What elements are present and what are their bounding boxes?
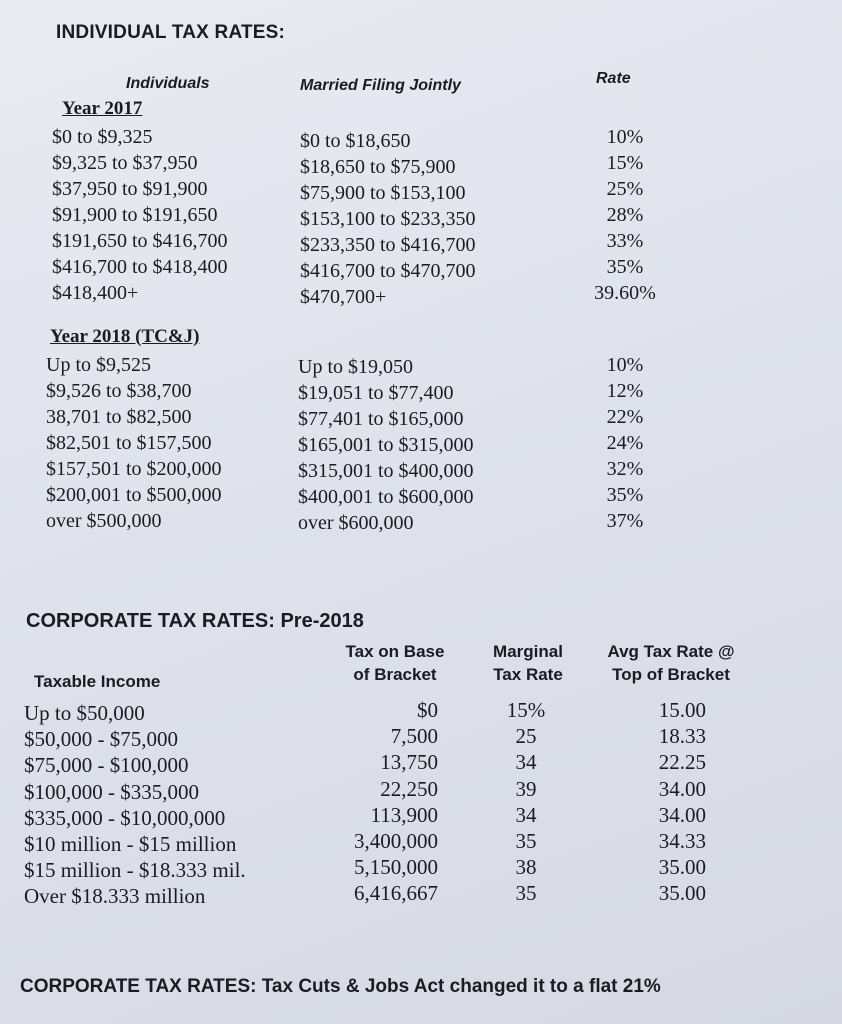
bracket-cell: $0 to $9,325 [52,126,153,148]
table-row-marginal: 35 [515,829,537,854]
header-tax-on-base-line2: of Bracket [353,665,437,684]
table-row-avg: 22.25 [658,750,706,775]
table-row-base: 7,500 [390,724,438,749]
bracket-cell: $9,325 to $37,950 [52,152,198,174]
header-avg-line2: Top of Bracket [612,665,730,684]
bracket-cell: $233,350 to $416,700 [300,234,476,256]
header-rate: Rate [596,70,631,87]
year-2017-married-column [300,128,476,310]
rate-cell: 25% [606,178,644,200]
bracket-cell: $400,001 to $600,000 [298,486,474,508]
rate-cell: 37% [606,510,644,532]
table-row-marginal: 15% [506,698,546,722]
corporate-income-column [24,700,246,910]
bracket-cell: $191,650 to $416,700 [52,230,228,252]
table-row-marginal: 34 [515,750,537,775]
bracket-cell: $0 to $18,650 [300,130,411,152]
bracket-cell: $91,900 to $191,650 [52,204,218,226]
year-2018-individuals-column [46,352,222,534]
bracket-cell: $416,700 to $470,700 [300,260,476,282]
table-row-avg: 35.00 [658,881,706,906]
table-row-income: $75,000 - $100,000 [24,753,189,778]
bracket-cell: $315,001 to $400,000 [298,460,474,482]
year-2017-rate-column [582,124,668,306]
rate-cell: 10% [606,126,644,148]
table-row-marginal: 25 [515,724,537,749]
rate-cell: 35% [606,484,644,506]
bracket-cell: $75,900 to $153,100 [300,182,466,204]
bracket-cell: $165,001 to $315,000 [298,434,474,456]
header-individuals: Individuals [126,75,210,92]
rate-cell: 32% [606,458,644,480]
table-row-base: $0 [417,698,438,722]
bracket-cell: $470,700+ [300,286,387,308]
rate-cell: 35% [606,256,644,278]
rate-cell: 24% [606,432,644,454]
table-row-avg: 34.00 [658,802,706,827]
bracket-cell: $157,501 to $200,000 [46,458,222,480]
rate-cell: 33% [606,230,644,252]
rate-cell: 28% [606,204,644,226]
corporate-avg-column [620,697,706,907]
bracket-cell: $19,051 to $77,400 [298,382,454,404]
header-taxable-income [34,670,160,693]
table-row-avg: 18.33 [658,724,706,749]
bracket-cell: $9,526 to $38,700 [46,380,192,402]
year-2018-married-column [298,354,474,536]
table-row-marginal: 38 [515,855,537,880]
table-row-income: Over $18.333 million [24,884,206,909]
header-marginal-tax-rate [478,640,578,686]
rate-cell: 12% [606,380,644,402]
rate-cell: 15% [606,152,644,174]
bracket-cell: $37,950 to $91,900 [52,178,208,200]
table-row-avg: 34.33 [658,829,706,854]
header-married-filing-jointly: Married Filing Jointly [300,77,461,94]
table-row-income: $15 million - $18.333 mil. [24,858,246,883]
corporate-section-title: CORPORATE TAX RATES: Pre-2018 [26,610,364,632]
rate-cell: 22% [606,406,644,428]
header-tax-on-base [330,640,460,686]
table-row-avg: 35.00 [658,855,706,880]
bracket-cell: over $600,000 [298,512,414,534]
table-row-base: 5,150,000 [354,855,438,880]
year-2018-label: Year 2018 (TC&J) [50,326,200,347]
bracket-cell: $153,100 to $233,350 [300,208,476,230]
table-row-marginal: 35 [515,881,537,906]
table-row-base: 3,400,000 [354,829,438,854]
header-avg-line1: Avg Tax Rate @ [607,642,735,661]
year-2017-individuals-column [52,124,228,306]
table-row-base: 13,750 [380,750,438,775]
bracket-cell: $200,001 to $500,000 [46,484,222,506]
bracket-cell: $416,700 to $418,400 [52,256,228,278]
rate-cell: 10% [606,354,644,376]
bracket-cell: 38,701 to $82,500 [46,406,192,428]
table-row-base: 113,900 [370,802,438,827]
bracket-cell: Up to $19,050 [298,356,413,378]
table-row-marginal: 34 [515,802,537,827]
header-marginal-line2: Tax Rate [493,665,563,684]
corporate-base-column [330,697,438,907]
table-row-income: $100,000 - $335,000 [24,779,199,804]
table-row-income: $335,000 - $10,000,000 [24,805,226,830]
table-row-base: 6,416,667 [354,881,438,906]
bracket-cell: $18,650 to $75,900 [300,156,456,178]
table-row-avg: 15.00 [658,698,706,722]
year-2017-label: Year 2017 [62,98,143,119]
table-row-marginal: 39 [515,776,537,801]
table-row-income: Up to $50,000 [24,701,145,725]
bracket-cell: Up to $9,525 [46,354,151,376]
header-avg-tax-rate [592,640,750,686]
bracket-cell: $82,501 to $157,500 [46,432,212,454]
bracket-cell: $77,401 to $165,000 [298,408,464,430]
table-row-income: $50,000 - $75,000 [24,727,178,752]
table-row-income: $10 million - $15 million [24,832,237,857]
table-row-base: 22,250 [380,776,438,801]
individual-section-title: INDIVIDUAL TAX RATES: [56,22,286,43]
table-row-avg: 34.00 [658,776,706,801]
bracket-cell: $418,400+ [52,282,139,304]
header-taxable-income-label: Taxable Income [34,672,161,691]
corporate-marginal-column [494,697,558,907]
rate-cell: 39.60% [594,282,656,304]
header-marginal-line1: Marginal [493,642,563,661]
header-tax-on-base-line1: Tax on Base [345,642,445,661]
corporate-footer-note: CORPORATE TAX RATES: Tax Cuts & Jobs Act changed it to a flat 21% [20,976,661,997]
year-2018-rate-column [590,352,660,534]
bracket-cell: over $500,000 [46,510,162,532]
